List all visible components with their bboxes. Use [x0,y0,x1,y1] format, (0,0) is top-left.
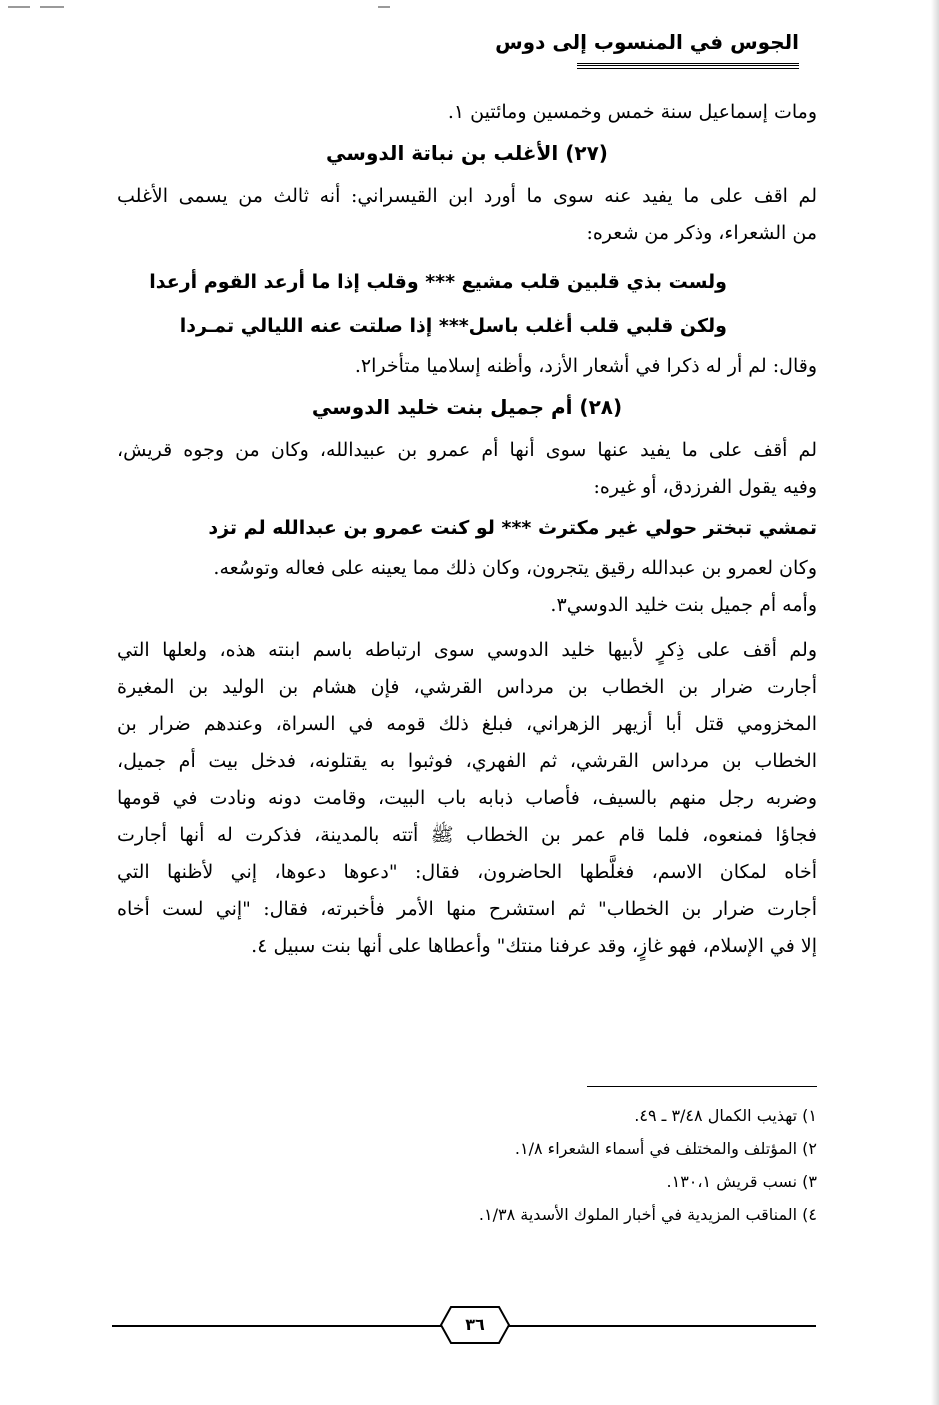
footnote-3: ٣) نسب قريش ١٣٠،١. [666,1172,817,1191]
scan-mark-1 [8,6,30,8]
paragraph-4-line-2: وفيه يقول الفرزدق، أو غيره: [593,476,817,498]
spacer [117,624,817,632]
paragraph-6-line-4: الخطاب بن مرداس القرشي، ثم الفهري، فوثبوا به يقتلونه، فدخل بيت أم جميل، [117,750,817,772]
entry-heading-27: (٢٧) الأغلب بن نباتة الدوسي [326,141,608,165]
paragraph-6-line-6: فجاؤا فمنعوه، فلما قام عمر بن الخطاب ﷺ أتته بالمدينة، فذكرت له أنها أجارت [117,824,817,846]
paragraph-3: وقال: لم أر له ذكرا في أشعار الأزد، وأظنه إسلاميا متأخرا٢. [354,355,817,377]
scan-mark-2 [40,6,64,8]
spacer [117,252,817,260]
paragraph-6-line-1: ولم أقف على ذِكرٍ لأبيها خليد الدوسي سوى ارتباطه باسم ابنته هذه، ولعلها التي [117,639,817,661]
paragraph-6-line-5: وضربه رجل منهم بالسيف، فأصاب ذبابه باب البيت، وقامت دونه ونادت في قومها [117,787,817,809]
verse-line-1: ولست بذي قلبين قلب مشيع *** وقلب إذا ما أرعد القوم أرعدا [149,271,727,293]
page-body [117,94,817,965]
page-edge-shadow [931,0,939,1405]
paragraph-6-line-3: المخزومي قتل أبا أزيهر الزهراني، فبلغ ذلك قومه في السراة، وعندهم ضرار بن [117,713,817,735]
footnote-2: ٢) المؤتلف والمختلف في أسماء الشعراء ١/٨. [514,1139,817,1158]
running-head-title: الجوس في المنسوب إلى دوس [495,30,799,54]
paragraph-6-line-2: أجارت ضرار بن الخطاب بن مرداس القرشي، فإن هشام بن الوليد بن المغيرة [117,676,817,698]
footnote-1: ١) تهذيب الكمال ٣/٤٨ ـ ٤٩. [634,1106,817,1125]
paragraph-1: ومات إسماعيل سنة خمس وخمسين ومائتين ١. [447,101,817,123]
paragraph-6-line-8: أجارت ضرار بن الخطاب" ثم استشرح منها الأمر فأخبرته، فقال: "إني لست أخاه [117,898,817,920]
verse-line-2: ولكن قلبي قلب أغلب باسل*** إذا صلتت عنه الليالي تمـردا [179,315,727,337]
entry-heading-28: (٢٨) أم جميل بنت خليد الدوسي [311,395,623,419]
paragraph-2-line-2: من الشعراء، وذكر من شعره: [586,222,817,244]
scan-mark-3 [378,6,390,8]
verse-line-3: تمشي تبختر حولي غير مكترث *** لو كنت عمرو بن عبدالله لم تزد [208,517,817,539]
footer-rule-left [112,1325,442,1327]
footnotes [117,1099,817,1231]
footer-rule-right [508,1325,816,1327]
page-number: ٣٦ [465,1315,485,1334]
paragraph-2-line-1: لم اقف على ما يفيد عنه سوى ما أورد ابن القيسراني: أنه ثالث من يسمى الأغلب [117,185,817,207]
paragraph-6-line-9: إلا في الإسلام، فهو غازٍ، وقد عرفنا منتك" وأعطاها على أنها بنت سبيل ٤. [251,935,817,957]
paragraph-6-line-7: أخاه لمكان الاسم، فغلَّطها الحاضرون، فقال: "دعوها دعوها، إني لأظنها التي [117,861,817,883]
footnote-separator [587,1086,817,1087]
running-head-rule [577,63,799,69]
paragraph-5-line-1: وكان لعمرو بن عبدالله رقيق يتجرون، وكان ذلك مما يعينه على فعاله وتوسُعه. [213,557,817,579]
paragraph-5-line-2: وأمه أم جميل بنت خليد الدوسي٣. [550,594,817,616]
footnote-4: ٤) المناقب المزيدية في أخبار الملوك الأسدية ١/٣٨. [478,1205,817,1224]
paragraph-4-line-1: لم أقف على ما يفيد عنها سوى أنها أم عمرو بن عبيدالله، وكان من وجوه قريش، [117,439,817,461]
